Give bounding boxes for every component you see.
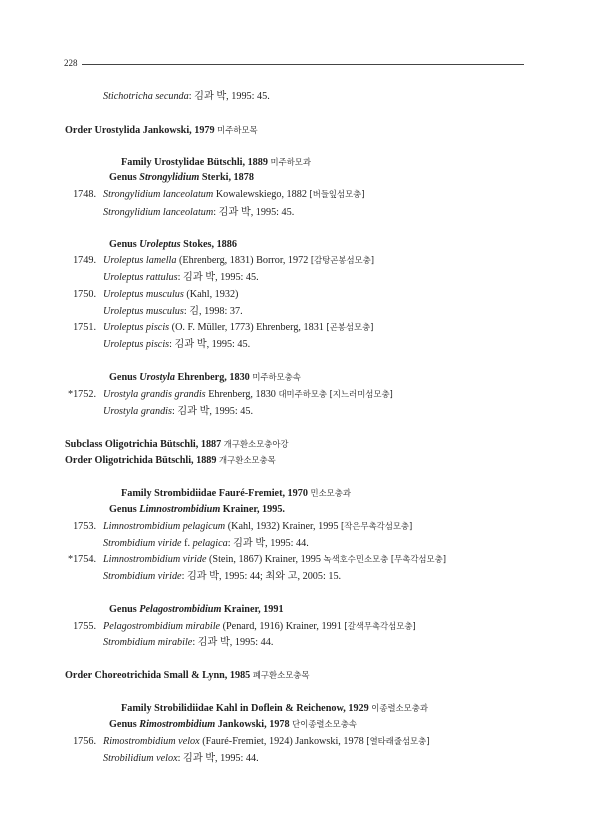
synonym-line: Uroleptus rattulus: 김과 박, 1995: 45. xyxy=(103,272,259,283)
entry-number: 1750. xyxy=(73,289,96,300)
family-heading: Family Strombidiidae Fauré-Fremiet, 1970 민소모충과 xyxy=(121,488,351,499)
species-entry: Pelagostrombidium mirabile (Penard, 1916) Krainer, 1991 [갈색무촉각섬모충] xyxy=(103,621,416,632)
synonym-line: Uroleptus piscis: 김과 박, 1995: 45. xyxy=(103,339,251,350)
entry-number: 1756. xyxy=(73,736,96,747)
synonym-line: Strombidium viride f. pelagica: 김과 박, 1995: 44. xyxy=(103,538,309,549)
page-number: 228 xyxy=(64,58,78,68)
genus-heading: Genus Pelagostrombidium Krainer, 1991 xyxy=(109,604,284,615)
synonym-line: Strombidium mirabile: 김과 박, 1995: 44. xyxy=(103,637,274,648)
synonym-line: Strobilidium velox: 김과 박, 1995: 44. xyxy=(103,753,259,764)
family-heading: Family Strobilidiidae Kahl in Doflein & Reichenow, 1929 이종렬소모충과 xyxy=(121,703,428,714)
entry-number: *1754. xyxy=(67,554,96,565)
synonym-line: Uroleptus musculus: 김, 1998: 37. xyxy=(103,306,243,317)
entry-number: 1753. xyxy=(73,521,96,532)
genus-heading: Genus Limnostrombidium Krainer, 1995. xyxy=(109,504,285,515)
order-heading: Order Oligotrichida Bütschli, 1889 개구환소모충목 xyxy=(65,455,276,466)
entry-number: *1752. xyxy=(67,389,96,400)
species-entry: Urostyla grandis grandis Ehrenberg, 1830 대미주하모충 [지느러미섬모충] xyxy=(103,389,393,400)
subclass-heading: Subclass Oligotrichia Bütschli, 1887 개구환소모충아강 xyxy=(65,439,289,450)
synonym-line: Urostyla grandis: 김과 박, 1995: 45. xyxy=(103,406,253,417)
species-entry: Rimostrombidium velox (Fauré-Fremiet, 1924) Jankowski, 1978 [열타래줄섬모충] xyxy=(103,736,430,747)
genus-heading: Genus Urostyla Ehrenberg, 1830 미주하모충속 xyxy=(109,372,301,383)
species-entry: Strongylidium lanceolatum Kowalewskiego, 1882 [버들잎섬모충] xyxy=(103,189,365,200)
header-rule xyxy=(82,64,524,65)
species-entry: Uroleptus musculus (Kahl, 1932) xyxy=(103,289,239,300)
entry-number: 1755. xyxy=(73,621,96,632)
entry-number: 1748. xyxy=(73,189,96,200)
genus-heading: Genus Strongylidium Sterki, 1878 xyxy=(109,172,254,183)
entry-number: 1751. xyxy=(73,322,96,333)
entry-number: 1749. xyxy=(73,255,96,266)
genus-heading: Genus Rimostrombidium Jankowski, 1978 단이종렬소모충속 xyxy=(109,719,357,730)
family-heading: Family Urostylidae Bütschli, 1889 미주하모과 xyxy=(121,157,311,168)
order-heading: Order Choreotrichida Small & Lynn, 1985 폐구환소모충목 xyxy=(65,670,310,681)
species-entry: Limnostrombidium viride (Stein, 1867) Krainer, 1995 녹색호수민소모충 [무촉각섬모충] xyxy=(103,554,446,565)
synonym-line: Strongylidium lanceolatum: 김과 박, 1995: 45. xyxy=(103,207,295,218)
species-entry: Uroleptus piscis (O. F. Müller, 1773) Ehrenberg, 1831 [곤봉섬모충] xyxy=(103,322,374,333)
species-entry: Limnostrombidium pelagicum (Kahl, 1932) Krainer, 1995 [작은무촉각섬모충] xyxy=(103,521,413,532)
synonym-line: Stichotricha secunda: 김과 박, 1995: 45. xyxy=(103,91,270,102)
order-heading: Order Urostylida Jankowski, 1979 미주하모목 xyxy=(65,125,258,136)
species-entry: Uroleptus lamella (Ehrenberg, 1831) Borror, 1972 [감탕곤봉섬모충] xyxy=(103,255,375,266)
genus-heading: Genus Uroleptus Stokes, 1886 xyxy=(109,239,237,250)
synonym-line: Strombidium viride: 김과 박, 1995: 44; 최와 고, 2005: 15. xyxy=(103,571,342,582)
